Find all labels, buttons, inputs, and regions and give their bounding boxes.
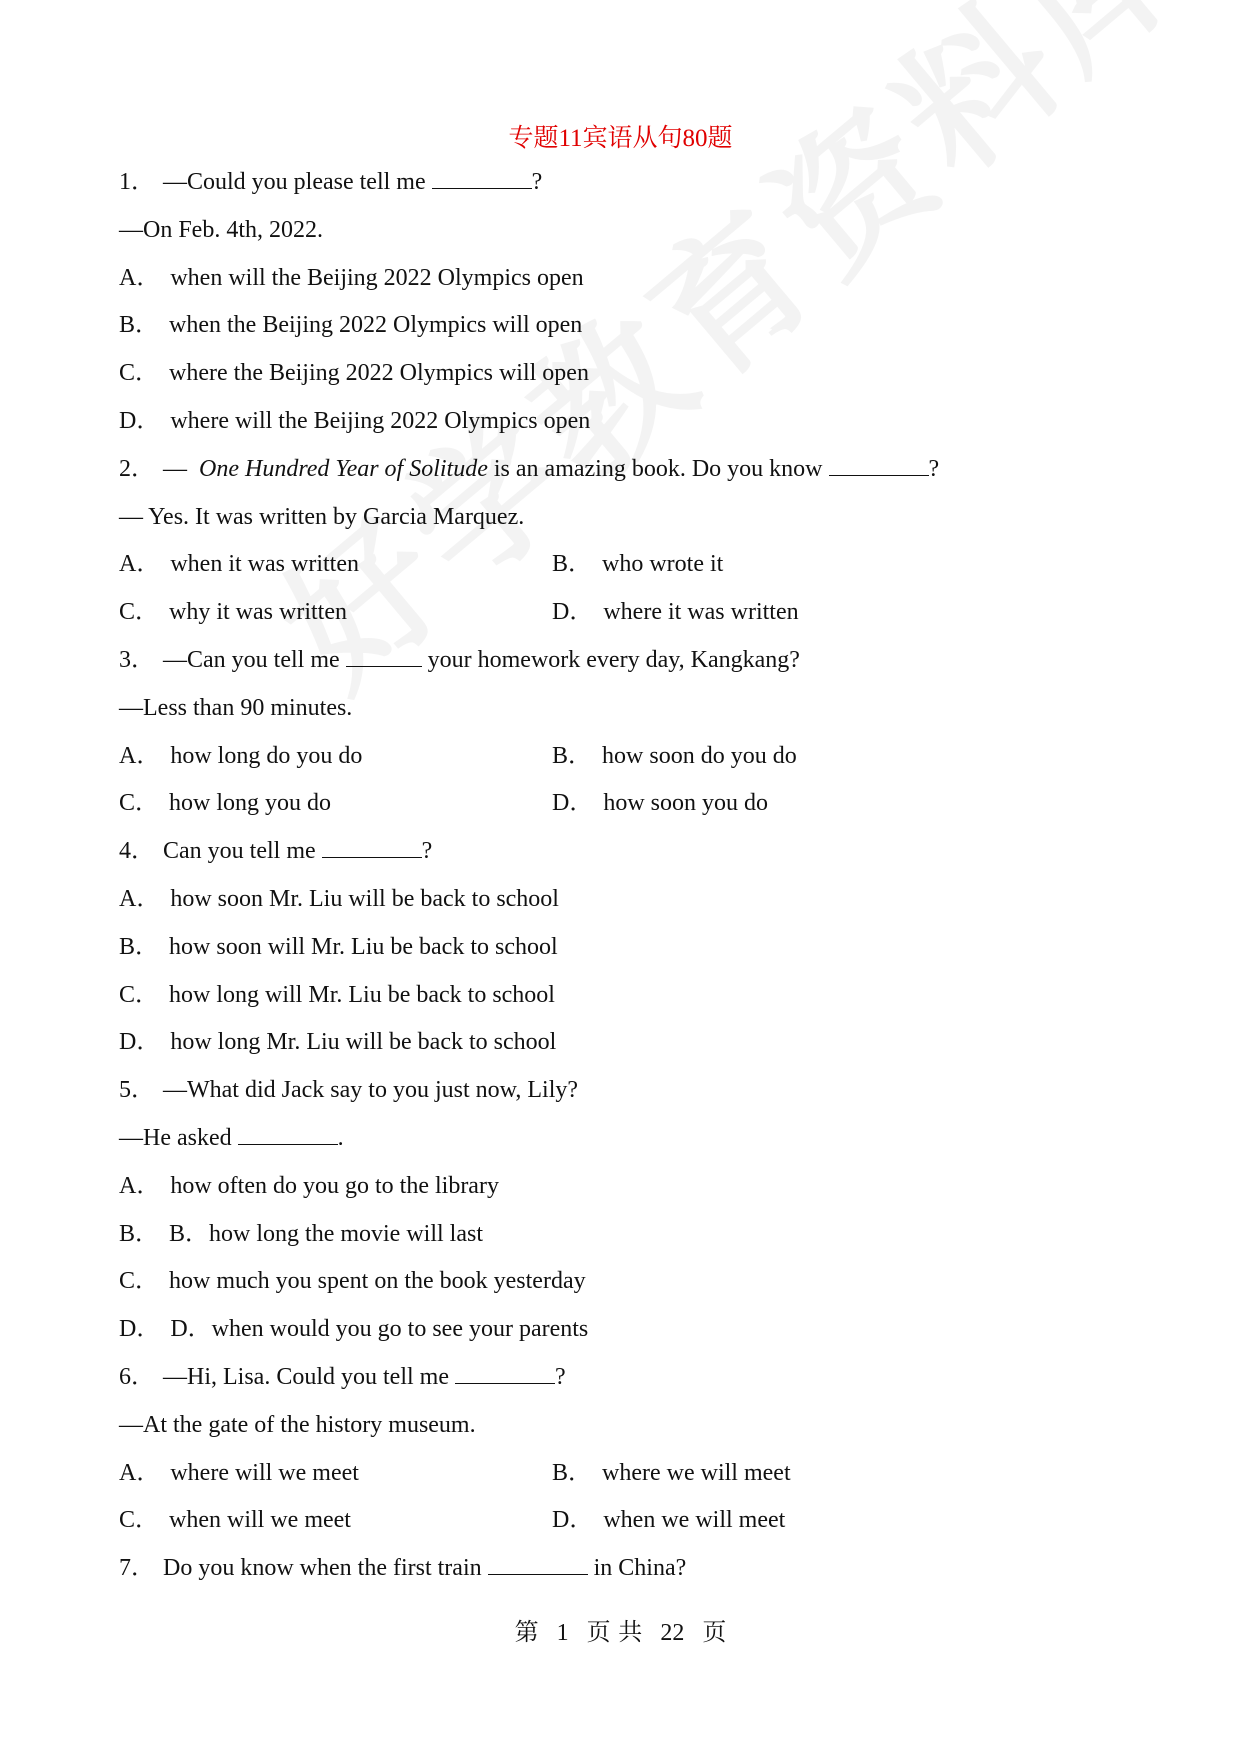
question-number: 7． — [119, 1555, 155, 1582]
question-1-stem: 1． —Could you please tell me ? — [119, 162, 1139, 210]
option-d: D． when we will meet — [552, 1507, 786, 1534]
question-3-stem: 3． —Can you tell me your homework every day, Kangkang? — [119, 640, 1139, 688]
question-5-reply: —He asked . — [119, 1118, 1139, 1166]
option-d: D． how soon you do — [552, 790, 769, 817]
option-b: B． B．how long the movie will last — [119, 1220, 483, 1247]
option-b: B． when the Beijing 2022 Olympics will open — [119, 312, 583, 339]
option-d: D． where will the Beijing 2022 Olympics open — [119, 407, 591, 434]
answer-blank — [346, 642, 422, 667]
question-3-reply: —Less than 90 minutes. — [119, 694, 353, 721]
option-row — [119, 1500, 1139, 1548]
option-a: A． how soon Mr. Liu will be back to school — [119, 885, 559, 912]
option-row — [119, 1453, 1139, 1501]
option-b: B． how soon will Mr. Liu be back to school — [119, 933, 558, 960]
question-7-stem: 7． Do you know when the first train in China? — [119, 1548, 1139, 1596]
option-row — [119, 736, 1139, 784]
option-a: A． when will the Beijing 2022 Olympics open — [119, 264, 584, 291]
question-number: 5． — [119, 1077, 155, 1104]
option-b: B． where we will meet — [552, 1459, 791, 1486]
option-a: A． how often do you go to the library — [119, 1172, 499, 1199]
question-6-stem: 6． —Hi, Lisa. Could you tell me ? — [119, 1357, 1139, 1405]
question-list — [119, 162, 1139, 1596]
page-total: 22 — [660, 1620, 685, 1646]
answer-blank — [488, 1550, 588, 1575]
option-b: B． who wrote it — [552, 551, 724, 578]
option-a: A． when it was written — [119, 551, 359, 578]
book-title: One Hundred Year of Solitude — [199, 455, 488, 482]
answer-blank — [455, 1359, 555, 1384]
option-c: C． where the Beijing 2022 Olympics will open — [119, 360, 589, 387]
question-1-reply: —On Feb. 4th, 2022. — [119, 216, 323, 243]
question-number: 4． — [119, 838, 155, 865]
option-row — [119, 783, 1139, 831]
option-d: D． D．when would you go to see your parents — [119, 1316, 589, 1343]
answer-blank — [238, 1120, 338, 1145]
answer-blank — [829, 451, 929, 476]
question-number: 1． — [119, 169, 155, 195]
answer-blank — [322, 833, 422, 858]
option-a: A． where will we meet — [119, 1459, 359, 1486]
option-c: C． when will we meet — [119, 1507, 351, 1534]
option-c: C． how long you do — [119, 790, 332, 817]
page-title: 专题11宾语从句80题 — [508, 125, 733, 152]
option-c: C． how long will Mr. Liu be back to school — [119, 981, 555, 1008]
question-5-stem: 5． —What did Jack say to you just now, Lily? — [119, 1077, 579, 1104]
option-b: B． how soon do you do — [552, 742, 797, 769]
option-row — [119, 592, 1139, 640]
question-2-stem: 2． — One Hundred Year of Solitude is an amazing book. Do you know ? — [119, 449, 1139, 497]
answer-blank — [432, 164, 532, 189]
option-d: D． how long Mr. Liu will be back to school — [119, 1029, 557, 1056]
option-row — [119, 544, 1139, 592]
question-2-reply: — Yes. It was written by Garcia Marquez. — [119, 503, 525, 530]
option-c: C． how much you spent on the book yesterday — [119, 1268, 586, 1295]
option-c: C． why it was written — [119, 599, 347, 626]
option-d: D． where it was written — [552, 599, 799, 626]
question-number: 3． — [119, 646, 155, 673]
question-4-stem: 4． Can you tell me ? — [119, 831, 1139, 879]
page-footer: 第 1 页 共 22 页 — [514, 1618, 727, 1646]
option-a: A． how long do you do — [119, 742, 363, 769]
question-number: 2． — [119, 455, 155, 482]
page-number: 1 — [556, 1620, 569, 1646]
question-number: 6． — [119, 1363, 155, 1390]
question-6-reply: —At the gate of the history museum. — [119, 1411, 476, 1438]
